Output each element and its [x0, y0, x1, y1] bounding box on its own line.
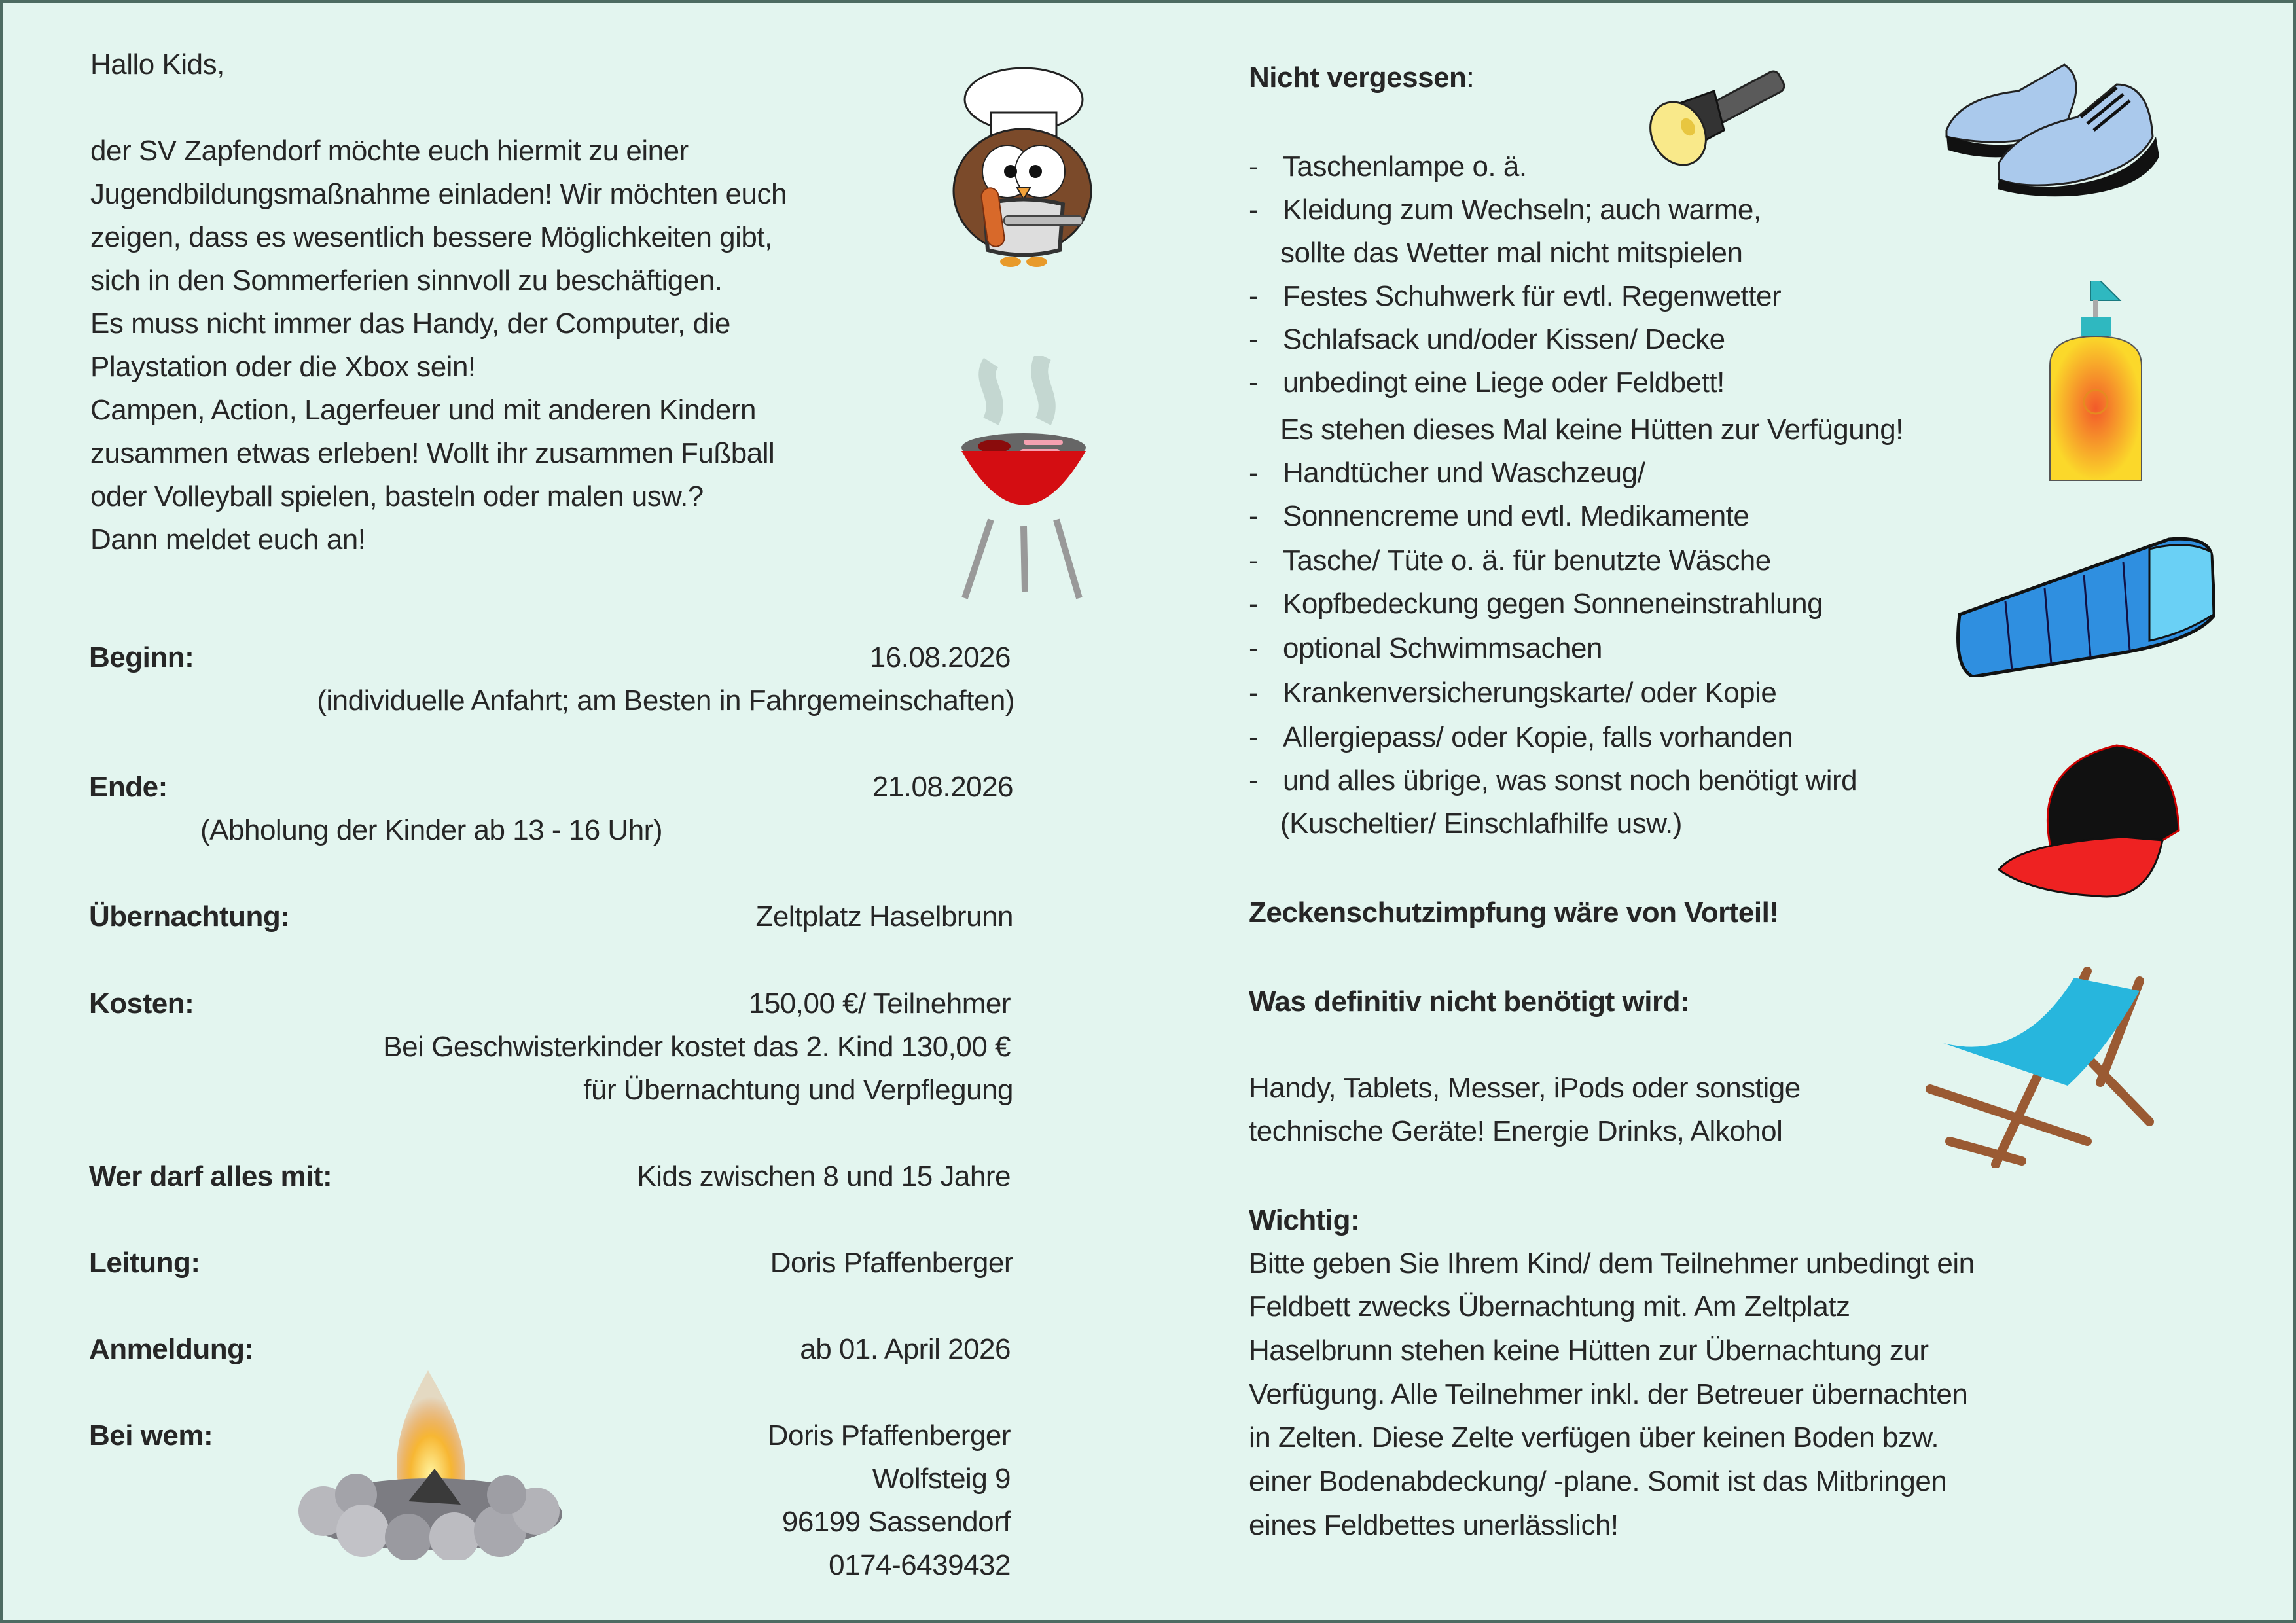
label-ende: Ende: — [89, 771, 168, 803]
checklist-item-continuation: sollte das Wetter mal nicht mitspielen — [1280, 237, 1743, 269]
not-needed-line: technische Geräte! Energie Drinks, Alkohol — [1249, 1115, 1783, 1147]
value-kosten: 150,00 €/ Teilnehmer — [748, 988, 1011, 1020]
checklist-item-continuation: Es stehen dieses Mal keine Hütten zur Verfügung! — [1280, 414, 1903, 446]
intro-line: oder Volleyball spielen, basteln oder malen usw.? — [90, 480, 704, 512]
important-line: Bitte geben Sie Ihrem Kind/ dem Teilnehmer unbedingt ein — [1249, 1247, 1975, 1279]
label-wer: Wer darf alles mit: — [89, 1160, 332, 1192]
not-needed-line: Handy, Tablets, Messer, iPods oder sonstige — [1249, 1072, 1801, 1104]
value-wer: Kids zwischen 8 und 15 Jahre — [637, 1160, 1011, 1192]
important-line: einer Bodenabdeckung/ -plane. Somit ist das Mitbringen — [1249, 1465, 1947, 1497]
contact-name: Doris Pfaffenberger — [767, 1419, 1011, 1452]
important-line: in Zelten. Diese Zelte verfügen über keinen Boden bzw. — [1249, 1421, 1939, 1454]
cap-icon — [1992, 739, 2182, 902]
intro-line: Campen, Action, Lagerfeuer und mit anderen Kindern — [90, 394, 756, 426]
checklist-item-continuation: (Kuscheltier/ Einschlafhilfe usw.) — [1280, 808, 1682, 840]
important-line: Haselbrunn stehen keine Hütten zur Übernachtung zur — [1249, 1334, 1929, 1366]
label-leitung: Leitung: — [89, 1247, 200, 1279]
not-needed-heading: Was definitiv nicht benötigt wird: — [1249, 986, 1690, 1018]
important-line: Feldbett zwecks Übernachtung mit. Am Zeltplatz — [1249, 1291, 1850, 1323]
intro-line: Jugendbildungsmaßnahme einladen! Wir möchten euch — [90, 178, 787, 210]
label-kosten: Kosten: — [89, 988, 194, 1020]
label-uebernachtung: Übernachtung: — [89, 901, 290, 933]
grill-icon — [952, 356, 1096, 605]
flyer-page: Hallo Kids, der SV Zapfendorf möchte euch hiermit zu einer Jugendbildungsmaßnahme einladen! Wir möchten euch zeigen, dass es wesentlich bessere Möglichkeiten gibt, sich in den Sommerferien sinnvoll zu beschäftigen. Es muss nicht immer das Handy, der Computer, die Playstation oder die Xbox sein! Campen, Action, Lagerfeuer und mit anderen Kindern zusammen etwas erleben! Wollt ihr zusammen Fußball oder Volleyball spielen, basteln oder malen usw.? Dann meldet euch an! Beginn: 16.08.2026 (individuelle Anfahrt; am Besten in Fahrgemeinschaften) Ende: 21.08.2026 (Abholung der Kinder ab 13 - 16 Uhr) Übernachtung: Zeltplatz Haselbrunn Kosten: 150,00 €/ Teilnehmer Bei Geschwisterkinder kostet das 2. Kind 130,00 € für Übernachtung und Verpflegung Wer darf alles mit: Kids zwischen 8 und 15 Jahre Leitung: Doris Pfaffenberger Anmeldung: ab 01. April 2026 Bei wem: Doris Pfaffenberger Wolfsteig 9 96199 Sassendorf 0174-6439432 Nicht vergessen: - Taschenlampe o. ä. - Kleidung zum Wechseln; auch warme, sollte das Wetter mal nicht mitspielen - Festes Schuhwerk für evtl. Regenwetter - Schlafsack und/oder Kissen/ Decke - unbedingt eine Liege oder Feldbett! Es stehen dieses Mal keine Hütten zur Verfügung! - Handtücher und Waschzeug/ - Sonnencreme und evtl. Medikamente - Tasche/ Tüte o. ä. für benutzte Wäsche - Kopfbedeckung gegen Sonneneinstrahlung - optional Schwimmsachen - Krankenversicherungskarte/ oder Kopie - Allergiepass/ oder Kopie, falls vorhanden - und alles übrige, was sonst noch benötigt wird (Kuscheltier/ Einschlafhilfe usw.) Zeckenschutzimpfung wäre von Vorteil! Was definitiv nicht benötigt wird: Handy, Tablets, Messer, iPods oder sonstige technische Geräte! Energie Drinks, Alkohol Wichtig: Bitte geben Sie Ihrem Kind/ dem Teilnehmer unbedingt ein Feldbett zwecks Übernachtung mit. Am Zeltplatz Haselbrunn stehen keine Hütten zur Übernachtung zur Verfügung. Alle Teilnehmer inkl. der Betreuer übernachten in Zelten. Diese Zelte verfügen über keinen Boden bzw. einer Bodenabdeckung/ -plane. Somit ist das Mitbringen eines Feldbettes unerlässlich! — [0, 0, 2296, 1623]
value-ende: 21.08.2026 — [872, 771, 1013, 803]
intro-line: Playstation oder die Xbox sein! — [90, 351, 476, 383]
intro-line: der SV Zapfendorf möchte euch hiermit zu einer — [90, 135, 689, 167]
value-leitung: Doris Pfaffenberger — [770, 1247, 1013, 1279]
label-beiwem: Bei wem: — [89, 1419, 213, 1452]
checklist-heading — [1249, 56, 1474, 99]
label-anmeldung: Anmeldung: — [89, 1333, 254, 1365]
note-kosten-includes: für Übernachtung und Verpflegung — [583, 1074, 1013, 1106]
deck-chair-icon — [1924, 965, 2179, 1168]
intro-line: Dann meldet euch an! — [90, 524, 366, 556]
checklist-heading-text: Nicht vergessen — [1249, 62, 1467, 94]
label-beginn: Beginn: — [89, 641, 194, 673]
sleeping-bag-icon — [1953, 536, 2215, 677]
flashlight-icon — [1642, 62, 1799, 173]
intro-line: zeigen, dass es wesentlich bessere Möglichkeiten gibt, — [90, 221, 772, 253]
contact-phone: 0174-6439432 — [829, 1549, 1011, 1581]
contact-street: Wolfsteig 9 — [872, 1463, 1011, 1495]
campfire-icon — [284, 1364, 579, 1560]
checklist-heading-colon: : — [1466, 62, 1475, 94]
sunscreen-icon — [2045, 281, 2149, 484]
greeting: Hallo Kids, — [90, 48, 224, 80]
intro-line: Es muss nicht immer das Handy, der Computer, die — [90, 308, 730, 340]
owl-chef-icon — [945, 60, 1102, 276]
important-line: Verfügung. Alle Teilnehmer inkl. der Betreuer übernachten — [1249, 1378, 1968, 1410]
sneakers-icon — [1940, 58, 2162, 202]
intro-line: zusammen etwas erleben! Wollt ihr zusammen Fußball — [90, 437, 775, 469]
contact-city: 96199 Sassendorf — [781, 1506, 1011, 1538]
tick-vaccination-note: Zeckenschutzimpfung wäre von Vorteil! — [1249, 897, 1779, 929]
important-line: eines Feldbettes unerlässlich! — [1249, 1509, 1619, 1541]
important-heading: Wichtig: — [1249, 1204, 1360, 1236]
value-uebernachtung: Zeltplatz Haselbrunn — [755, 901, 1013, 933]
intro-line: sich in den Sommerferien sinnvoll zu beschäftigen. — [90, 264, 723, 296]
value-anmeldung: ab 01. April 2026 — [800, 1333, 1011, 1365]
note-ende: (Abholung der Kinder ab 13 - 16 Uhr) — [200, 814, 662, 846]
note-beginn: (individuelle Anfahrt; am Besten in Fahrgemeinschaften) — [317, 685, 1014, 717]
value-beginn: 16.08.2026 — [869, 641, 1011, 673]
note-kosten-sibling: Bei Geschwisterkinder kostet das 2. Kind 130,00 € — [383, 1031, 1011, 1063]
